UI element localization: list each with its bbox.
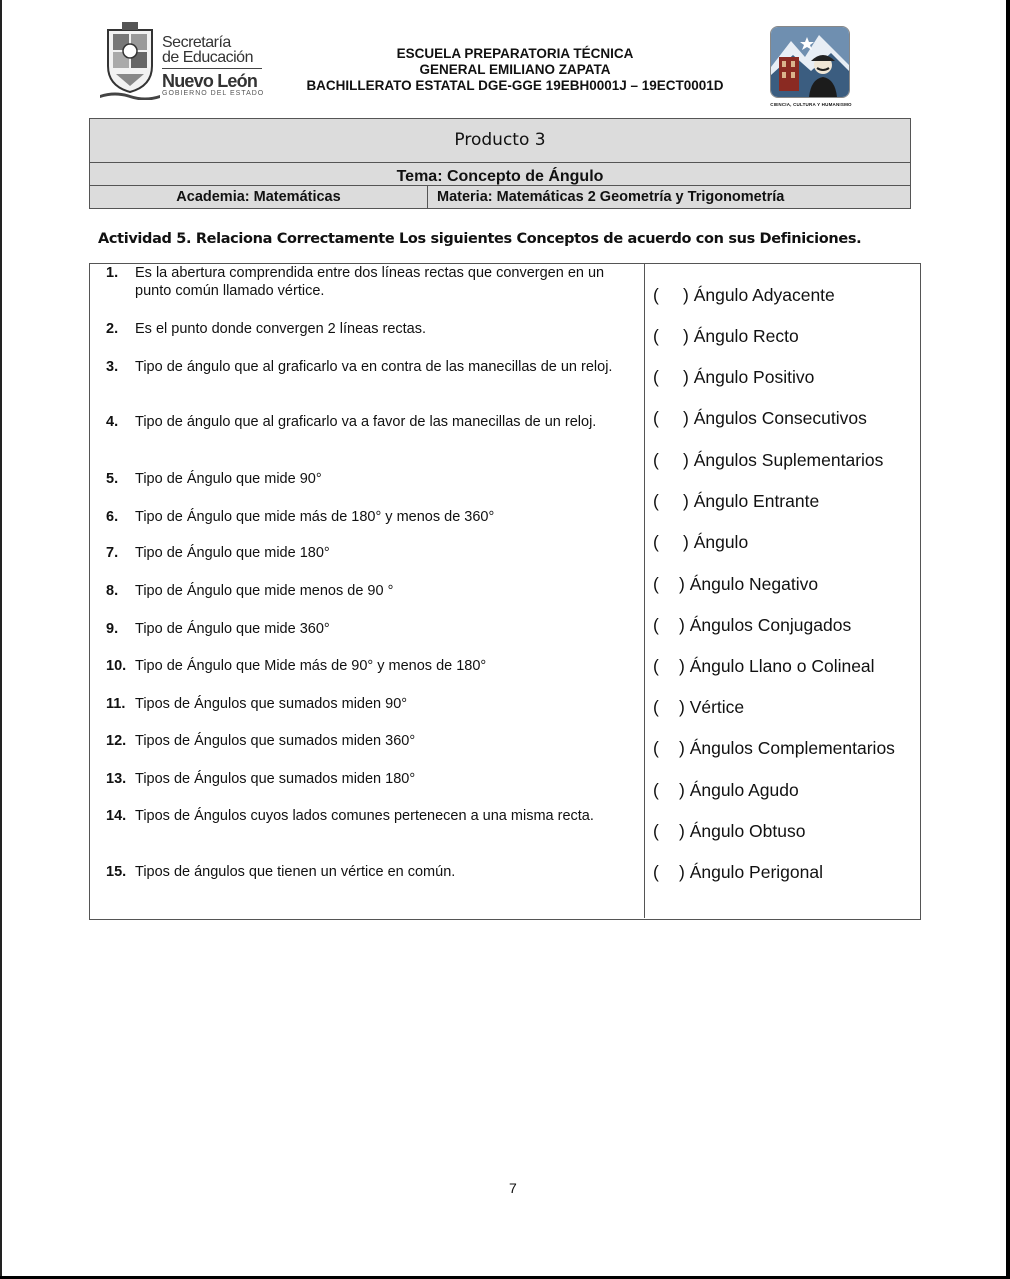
academy-cell: Academia: Matemáticas <box>90 186 428 208</box>
answer-blank[interactable]: ( <box>653 367 659 387</box>
option-label: ) Ángulo Adyacente <box>683 285 835 305</box>
option-item-13 <box>653 780 799 800</box>
option-item-1 <box>653 285 835 305</box>
option-item-15 <box>653 862 823 882</box>
ribbon-icon <box>100 90 160 100</box>
option-label: ) Ángulos Complementarios <box>679 738 895 758</box>
brand-line-1: Secretaría <box>162 34 231 51</box>
school-motto: CIENCIA, CULTURA Y HUMANISMO <box>770 102 852 107</box>
option-label: ) Ángulo Obtuso <box>679 821 806 841</box>
definition-number: 3. <box>106 359 119 375</box>
option-item-5 <box>653 450 883 470</box>
definition-text: Tipo de Ángulo que mide 180° <box>135 545 330 561</box>
definition-number: 10. <box>106 658 127 674</box>
answer-blank[interactable]: ( <box>653 491 659 511</box>
activity-instruction: Actividad 5. Relaciona Correctamente Los siguientes Conceptos de acuerdo con sus Definiciones. <box>98 231 862 247</box>
scan-edge-left <box>0 0 2 1279</box>
answer-blank[interactable]: ( <box>653 780 659 800</box>
definition-text: Es la abertura comprendida entre dos líneas rectas que convergen en un punto común llamado vértice. <box>135 265 605 299</box>
answer-blank[interactable]: ( <box>653 450 659 470</box>
product-title: Producto 3 <box>454 130 546 150</box>
definition-number: 6. <box>106 509 119 525</box>
product-info-box <box>89 118 911 209</box>
option-label: ) Ángulo Agudo <box>679 780 799 800</box>
scan-edge-right <box>1006 0 1010 1279</box>
option-label: ) Ángulos Suplementarios <box>683 450 884 470</box>
answer-blank[interactable]: ( <box>653 697 659 717</box>
definition-number: 12. <box>106 733 127 749</box>
option-item-7 <box>653 532 748 552</box>
answer-blank[interactable]: ( <box>653 862 659 882</box>
option-label: ) Ángulos Consecutivos <box>683 408 867 428</box>
definition-text: Tipo de Ángulo que mide 90° <box>135 471 322 487</box>
school-logo <box>770 26 852 110</box>
option-label: ) Ángulo Positivo <box>683 367 815 387</box>
answer-blank[interactable]: ( <box>653 615 659 635</box>
brand-line-2: de Educación <box>162 49 253 66</box>
answer-blank[interactable]: ( <box>653 408 659 428</box>
definition-number: 5. <box>106 471 119 487</box>
option-item-11 <box>653 697 744 717</box>
option-item-2 <box>653 326 799 346</box>
definition-text: Tipos de Ángulos que sumados miden 180° <box>135 771 416 787</box>
subject-cell: Materia: Matemáticas 2 Geometría y Trigonometría <box>437 189 785 205</box>
answer-blank[interactable]: ( <box>653 574 659 594</box>
definition-text: Es el punto donde convergen 2 líneas rectas. <box>135 321 426 337</box>
definition-number: 4. <box>106 414 119 430</box>
nuevo-leon-coat-of-arms-icon <box>104 22 156 94</box>
option-item-12 <box>653 738 895 758</box>
definition-text: Tipo de Ángulo que mide 360° <box>135 621 330 637</box>
definition-number: 14. <box>106 808 127 824</box>
page-number: 7 <box>509 1180 517 1196</box>
answer-blank[interactable]: ( <box>653 738 659 758</box>
answer-blank[interactable]: ( <box>653 285 659 305</box>
definition-number: 11. <box>106 696 126 712</box>
brand-line-3: Nuevo León <box>162 71 258 91</box>
option-item-8 <box>653 574 818 594</box>
option-label: ) Ángulo Perigonal <box>679 862 823 882</box>
option-item-14 <box>653 821 805 841</box>
brand-rule <box>162 68 262 69</box>
answer-blank[interactable]: ( <box>653 821 659 841</box>
definition-number: 13. <box>106 771 127 787</box>
answer-blank[interactable]: ( <box>653 532 659 552</box>
school-logo-frame <box>770 26 850 98</box>
definition-text: Tipo de ángulo que al graficarlo va a favor de las manecillas de un reloj. <box>135 414 597 430</box>
option-label: ) Ángulo <box>683 532 749 552</box>
definition-text: Tipos de Ángulos cuyos lados comunes pertenecen a una misma recta. <box>135 808 594 824</box>
definition-number: 1. <box>106 265 119 281</box>
emiliano-zapata-emblem-icon <box>771 27 849 97</box>
option-label: ) Ángulo Recto <box>683 326 799 346</box>
definition-text: Tipos de Ángulos que sumados miden 360° <box>135 733 416 749</box>
definition-text: Tipo de Ángulo que mide más de 180° y menos de 360° <box>135 509 495 525</box>
option-label: ) Vértice <box>679 697 745 717</box>
product-title-row <box>90 119 910 163</box>
option-item-4 <box>653 408 867 428</box>
definition-number: 9. <box>106 621 119 637</box>
option-label: ) Ángulos Conjugados <box>679 615 852 635</box>
option-label: ) Ángulo Entrante <box>683 491 820 511</box>
definition-number: 2. <box>106 321 119 337</box>
option-label: ) Ángulo Negativo <box>679 574 819 594</box>
definition-text: Tipo de Ángulo que Mide más de 90° y menos de 180° <box>135 658 487 674</box>
brand-line-4: GOBIERNO DEL ESTADO <box>162 90 265 97</box>
school-line-2: GENERAL EMILIANO ZAPATA <box>419 62 611 77</box>
option-item-3 <box>653 367 814 387</box>
option-item-10 <box>653 656 875 676</box>
definition-number: 15. <box>106 864 127 880</box>
brand-text <box>162 36 264 97</box>
school-line-1: ESCUELA PREPARATORIA TÉCNICA <box>396 46 634 61</box>
option-label: ) Ángulo Llano o Colineal <box>679 656 875 676</box>
option-item-9 <box>653 615 851 635</box>
secretaria-educacion-logo <box>100 20 270 105</box>
answer-blank[interactable]: ( <box>653 326 659 346</box>
definition-text: Tipos de Ángulos que sumados miden 90° <box>135 696 408 712</box>
option-item-6 <box>653 491 819 511</box>
definition-text: Tipos de ángulos que tienen un vértice en común. <box>135 864 456 880</box>
definition-number: 8. <box>106 583 119 599</box>
academy-subject-row <box>90 186 910 208</box>
definition-text: Tipo de ángulo que al graficarlo va en contra de las manecillas de un reloj. <box>135 359 613 375</box>
definition-text: Tipo de Ángulo que mide menos de 90 ° <box>135 583 394 599</box>
school-name <box>280 46 750 94</box>
topic-row: Tema: Concepto de Ángulo <box>90 163 910 186</box>
definition-number: 7. <box>106 545 119 561</box>
answer-blank[interactable]: ( <box>653 656 659 676</box>
school-line-3: BACHILLERATO ESTATAL DGE-GGE 19EBH0001J – 19ECT0001D <box>306 78 724 93</box>
